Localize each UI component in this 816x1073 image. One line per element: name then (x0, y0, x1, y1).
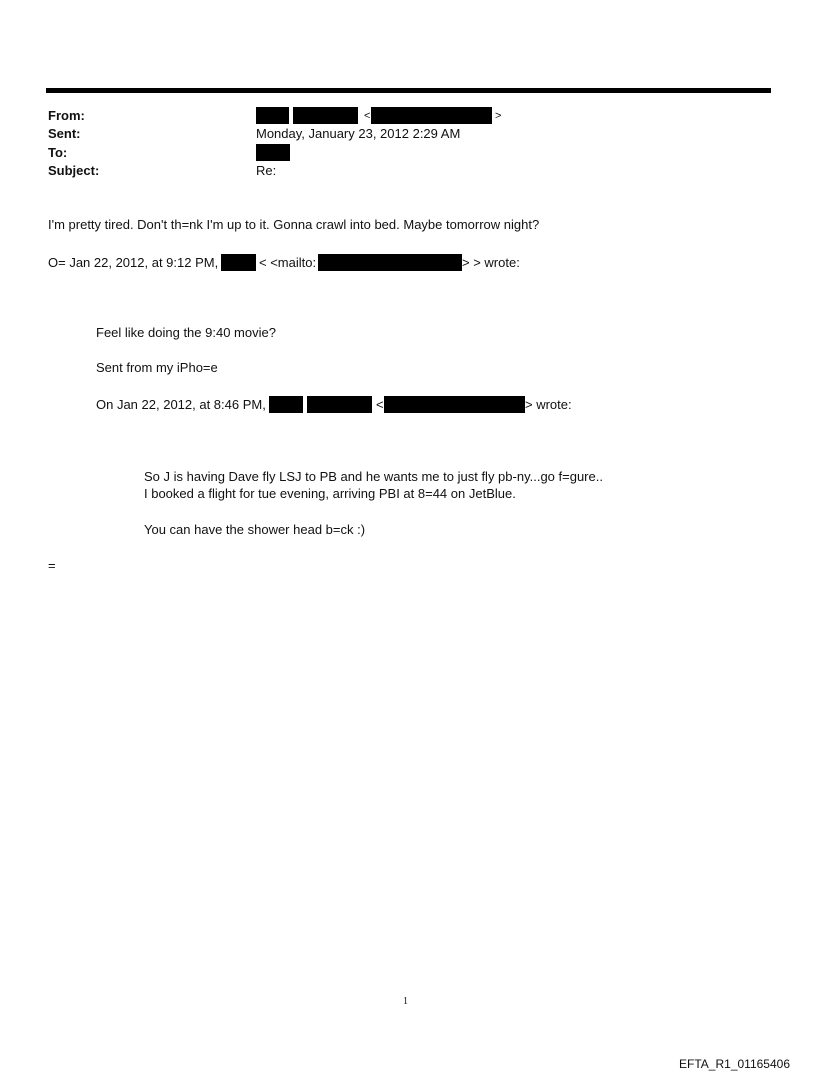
quote1-prefix: O= Jan 22, 2012, at 9:12 PM, (48, 255, 219, 270)
document-id: EFTA_R1_01165406 (679, 1057, 790, 1071)
redaction-quote1-name (221, 254, 256, 271)
from-label: From: (48, 108, 85, 123)
header-rule (46, 88, 771, 93)
redaction-from-email (371, 107, 492, 124)
redaction-from-first (256, 107, 289, 124)
from-gt: > (495, 110, 502, 122)
redaction-quote2-email (384, 396, 525, 413)
redaction-quote2-first (269, 396, 303, 413)
quote2-lt: < (376, 397, 384, 412)
nested-quote-line-3: You can have the shower head b=ck :) (144, 522, 366, 537)
quote1-suffix: > > wrote: (462, 255, 520, 270)
nested-quote-line-1: So J is having Dave fly LSJ to PB and he wants me to just fly pb-ny...go f=gure.. (144, 469, 603, 484)
trailing-marker: = (48, 558, 56, 573)
subject-label: Subject: (48, 163, 100, 178)
sent-value: Monday, January 23, 2012 2:29 AM (256, 126, 461, 141)
quote2-prefix: On Jan 22, 2012, at 8:46 PM, (96, 397, 266, 412)
quote2-suffix: > wrote: (525, 397, 572, 412)
nested-quote-line-2: I booked a flight for tue evening, arriving PBI at 8=44 on JetBlue. (144, 486, 516, 501)
redaction-quote2-last (307, 396, 372, 413)
page-number: 1 (403, 996, 408, 1007)
redaction-quote1-email (318, 254, 462, 271)
from-lt: < (364, 110, 371, 122)
to-label: To: (48, 145, 68, 160)
quote1-mailto: < <mailto: (259, 255, 317, 270)
quoted-line-1: Feel like doing the 9:40 movie? (96, 325, 276, 340)
quoted-line-2: Sent from my iPho=e (96, 360, 218, 375)
redaction-to (256, 144, 290, 161)
sent-label: Sent: (48, 126, 81, 141)
redaction-from-last (293, 107, 358, 124)
body-line-1: I'm pretty tired. Don't th=nk I'm up to it. Gonna crawl into bed. Maybe tomorrow night? (48, 217, 540, 232)
subject-value: Re: (256, 163, 277, 178)
